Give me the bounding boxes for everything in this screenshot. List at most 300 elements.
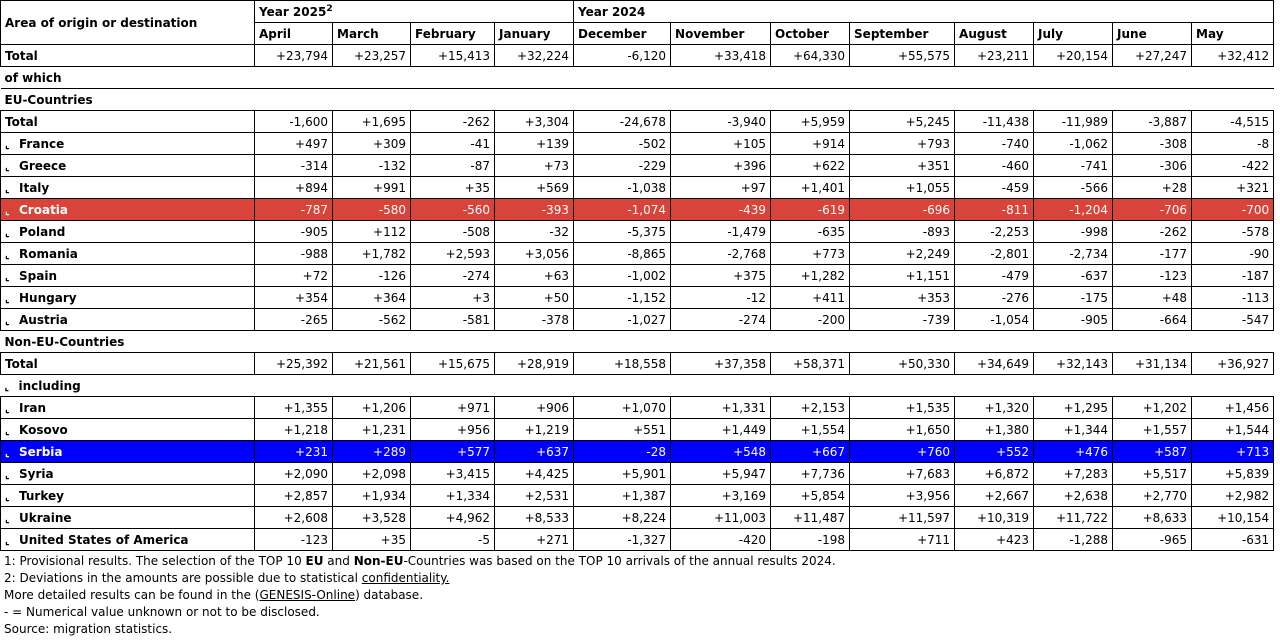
table-row — [1, 133, 1274, 155]
value-cell: -2,801 — [955, 243, 1034, 265]
value-cell: +5,245 — [850, 111, 955, 133]
value-cell: +2,531 — [495, 485, 574, 507]
year-2024-header: Year 2024 — [574, 1, 1274, 23]
value-cell: -8 — [1192, 133, 1274, 155]
value-cell: +4,962 — [411, 507, 495, 529]
value-cell: -262 — [1113, 221, 1192, 243]
table-row — [1, 463, 1274, 485]
value-cell: -1,002 — [574, 265, 671, 287]
value-cell: -6,120 — [574, 45, 671, 67]
child-arrow-icon: ⌞ — [5, 469, 10, 481]
table-row — [1, 397, 1274, 419]
value-cell: -893 — [850, 221, 955, 243]
value-cell: -706 — [1113, 199, 1192, 221]
value-cell: +11,722 — [1034, 507, 1113, 529]
child-arrow-icon: ⌞ — [5, 447, 10, 459]
value-cell: -965 — [1113, 529, 1192, 551]
value-cell: +3,528 — [333, 507, 411, 529]
row-label: ⌞ Hungary — [1, 287, 255, 309]
value-cell: +5,901 — [574, 463, 671, 485]
value-cell: +637 — [495, 441, 574, 463]
value-cell: +23,257 — [333, 45, 411, 67]
row-label: ⌞ Romania — [1, 243, 255, 265]
value-cell: +476 — [1034, 441, 1113, 463]
child-arrow-icon: ⌞ — [5, 425, 10, 437]
value-cell: +1,554 — [771, 419, 850, 441]
value-cell: -200 — [771, 309, 850, 331]
value-cell: +8,633 — [1113, 507, 1192, 529]
value-cell: +36,927 — [1192, 353, 1274, 375]
value-cell: +25,392 — [255, 353, 333, 375]
child-arrow-icon: ⌞ — [4, 381, 10, 393]
value-cell: +914 — [771, 133, 850, 155]
section-label: Non-EU-Countries — [1, 331, 1274, 353]
value-cell: +894 — [255, 177, 333, 199]
value-cell: -3,940 — [671, 111, 771, 133]
genesis-online-link[interactable]: GENESIS-Online — [259, 588, 356, 602]
value-cell: -581 — [411, 309, 495, 331]
table-row — [1, 529, 1274, 551]
value-cell: +1,206 — [333, 397, 411, 419]
value-cell: +971 — [411, 397, 495, 419]
value-cell: +31,134 — [1113, 353, 1192, 375]
value-cell: +64,330 — [771, 45, 850, 67]
row-label: ⌞ Syria — [1, 463, 255, 485]
value-cell: +1,344 — [1034, 419, 1113, 441]
child-arrow-icon: ⌞ — [5, 491, 10, 503]
value-cell: +1,231 — [333, 419, 411, 441]
value-cell: -811 — [955, 199, 1034, 221]
footnote-5: Source: migration statistics. — [4, 622, 173, 636]
value-cell: +1,218 — [255, 419, 333, 441]
value-cell: +5,947 — [671, 463, 771, 485]
month-header: September — [850, 23, 955, 45]
value-cell: +2,153 — [771, 397, 850, 419]
value-cell: +551 — [574, 419, 671, 441]
value-cell: +2,667 — [955, 485, 1034, 507]
value-cell: +11,487 — [771, 507, 850, 529]
value-cell: -562 — [333, 309, 411, 331]
value-cell: -637 — [1034, 265, 1113, 287]
value-cell: +112 — [333, 221, 411, 243]
value-cell: -2,253 — [955, 221, 1034, 243]
table-row — [1, 243, 1274, 265]
value-cell: -24,678 — [574, 111, 671, 133]
row-label: Total — [1, 111, 255, 133]
child-arrow-icon: ⌞ — [5, 249, 10, 261]
value-cell: -132 — [333, 155, 411, 177]
value-cell: +2,098 — [333, 463, 411, 485]
table-row — [1, 221, 1274, 243]
table-row — [1, 199, 1274, 221]
value-cell: -1,152 — [574, 287, 671, 309]
value-cell: -988 — [255, 243, 333, 265]
value-cell: +28 — [1113, 177, 1192, 199]
value-cell: +7,683 — [850, 463, 955, 485]
table-row — [1, 375, 1274, 397]
value-cell: +11,597 — [850, 507, 955, 529]
value-cell: +1,282 — [771, 265, 850, 287]
value-cell: +4,425 — [495, 463, 574, 485]
value-cell: +58,371 — [771, 353, 850, 375]
value-cell: +1,934 — [333, 485, 411, 507]
value-cell: -905 — [255, 221, 333, 243]
table-row — [1, 265, 1274, 287]
value-cell: +1,557 — [1113, 419, 1192, 441]
value-cell: -8,865 — [574, 243, 671, 265]
value-cell: +3,169 — [671, 485, 771, 507]
child-arrow-icon: ⌞ — [5, 271, 10, 283]
value-cell: -1,479 — [671, 221, 771, 243]
value-cell: +1,401 — [771, 177, 850, 199]
value-cell: +396 — [671, 155, 771, 177]
value-cell: -580 — [333, 199, 411, 221]
child-arrow-icon: ⌞ — [5, 403, 10, 415]
value-cell: +105 — [671, 133, 771, 155]
value-cell: -175 — [1034, 287, 1113, 309]
value-cell: +5,854 — [771, 485, 850, 507]
value-cell: +569 — [495, 177, 574, 199]
value-cell: +3,056 — [495, 243, 574, 265]
value-cell: +309 — [333, 133, 411, 155]
value-cell: +2,608 — [255, 507, 333, 529]
value-cell: -578 — [1192, 221, 1274, 243]
child-arrow-icon: ⌞ — [5, 183, 10, 195]
value-cell: +32,412 — [1192, 45, 1274, 67]
value-cell: +760 — [850, 441, 955, 463]
value-cell: +35 — [333, 529, 411, 551]
value-cell: -1,600 — [255, 111, 333, 133]
value-cell: +711 — [850, 529, 955, 551]
value-cell: +15,413 — [411, 45, 495, 67]
row-label: ⌞ Iran — [1, 397, 255, 419]
value-cell: +6,872 — [955, 463, 1034, 485]
value-cell: -1,074 — [574, 199, 671, 221]
value-cell: +2,249 — [850, 243, 955, 265]
value-cell: +2,638 — [1034, 485, 1113, 507]
value-cell: -502 — [574, 133, 671, 155]
value-cell: -1,204 — [1034, 199, 1113, 221]
value-cell: +139 — [495, 133, 574, 155]
value-cell: -459 — [955, 177, 1034, 199]
value-cell: -4,515 — [1192, 111, 1274, 133]
value-cell: +423 — [955, 529, 1034, 551]
value-cell: +1,055 — [850, 177, 955, 199]
child-arrow-icon: ⌞ — [5, 293, 10, 305]
value-cell: -700 — [1192, 199, 1274, 221]
value-cell: +50 — [495, 287, 574, 309]
table-row — [1, 45, 1274, 67]
child-arrow-icon: ⌞ — [5, 139, 10, 151]
value-cell: +2,857 — [255, 485, 333, 507]
value-cell: -566 — [1034, 177, 1113, 199]
value-cell: +577 — [411, 441, 495, 463]
value-cell: -420 — [671, 529, 771, 551]
child-arrow-icon: ⌞ — [5, 315, 10, 327]
month-header: December — [574, 23, 671, 45]
row-label: ⌞ United States of America — [1, 529, 255, 551]
value-cell: +18,558 — [574, 353, 671, 375]
value-cell: +50,330 — [850, 353, 955, 375]
year-2025-header: Year 2025$^2$ — [255, 1, 574, 23]
value-cell: -41 — [411, 133, 495, 155]
value-cell: +35 — [411, 177, 495, 199]
month-header: November — [671, 23, 771, 45]
value-cell: +2,982 — [1192, 485, 1274, 507]
value-cell: -308 — [1113, 133, 1192, 155]
confidentiality-link[interactable]: confidentiality. — [361, 571, 450, 585]
value-cell: +1,695 — [333, 111, 411, 133]
value-cell: -741 — [1034, 155, 1113, 177]
month-header: April — [255, 23, 333, 45]
value-cell: -740 — [955, 133, 1034, 155]
value-cell: -314 — [255, 155, 333, 177]
value-cell: +10,154 — [1192, 507, 1274, 529]
value-cell: -123 — [255, 529, 333, 551]
value-cell: -1,038 — [574, 177, 671, 199]
month-header: August — [955, 23, 1034, 45]
value-cell: +1,355 — [255, 397, 333, 419]
month-header: March — [333, 23, 411, 45]
table-row — [1, 507, 1274, 529]
value-cell: +11,003 — [671, 507, 771, 529]
value-cell: +48 — [1113, 287, 1192, 309]
table-row — [1, 353, 1274, 375]
value-cell: +2,593 — [411, 243, 495, 265]
value-cell: +1,151 — [850, 265, 955, 287]
row-label: ⌞ Austria — [1, 309, 255, 331]
value-cell: +7,283 — [1034, 463, 1113, 485]
table-row — [1, 177, 1274, 199]
month-header: June — [1113, 23, 1192, 45]
value-cell: +1,535 — [850, 397, 955, 419]
value-cell: +906 — [495, 397, 574, 419]
value-cell: -177 — [1113, 243, 1192, 265]
value-cell: +1,449 — [671, 419, 771, 441]
child-arrow-icon: ⌞ — [5, 205, 10, 217]
value-cell: +15,675 — [411, 353, 495, 375]
row-label: ⌞ France — [1, 133, 255, 155]
value-cell: -1,288 — [1034, 529, 1113, 551]
child-arrow-icon: ⌞ — [5, 535, 10, 547]
value-cell: +3,956 — [850, 485, 955, 507]
value-cell: -2,734 — [1034, 243, 1113, 265]
row-label: ⌞ Ukraine — [1, 507, 255, 529]
value-cell: +5,517 — [1113, 463, 1192, 485]
table-row — [1, 155, 1274, 177]
value-cell: +1,456 — [1192, 397, 1274, 419]
value-cell: -5,375 — [574, 221, 671, 243]
value-cell: +497 — [255, 133, 333, 155]
row-label: ⌞ Poland — [1, 221, 255, 243]
footnote-1: 1: Provisional results. The selection of the TOP 10 EU and Non-EU-Countries was based on the TOP 10 arrivals of the annual results 2024. — [4, 554, 836, 568]
value-cell: +1,387 — [574, 485, 671, 507]
value-cell: -439 — [671, 199, 771, 221]
value-cell: -547 — [1192, 309, 1274, 331]
value-cell: -2,768 — [671, 243, 771, 265]
month-header: May — [1192, 23, 1274, 45]
value-cell: +32,224 — [495, 45, 574, 67]
child-arrow-icon: ⌞ — [5, 227, 10, 239]
value-cell: +10,319 — [955, 507, 1034, 529]
value-cell: -1,054 — [955, 309, 1034, 331]
value-cell: -696 — [850, 199, 955, 221]
value-cell: +1,219 — [495, 419, 574, 441]
value-cell: -187 — [1192, 265, 1274, 287]
value-cell: -32 — [495, 221, 574, 243]
value-cell: +55,575 — [850, 45, 955, 67]
value-cell: -3,887 — [1113, 111, 1192, 133]
value-cell: -422 — [1192, 155, 1274, 177]
section-label: ⌞ including — [1, 375, 1274, 397]
value-cell: +32,143 — [1034, 353, 1113, 375]
value-cell: +271 — [495, 529, 574, 551]
value-cell: -619 — [771, 199, 850, 221]
value-cell: +548 — [671, 441, 771, 463]
value-cell: -1,062 — [1034, 133, 1113, 155]
value-cell: +8,224 — [574, 507, 671, 529]
row-label: ⌞ Turkey — [1, 485, 255, 507]
value-cell: -11,989 — [1034, 111, 1113, 133]
value-cell: +1,544 — [1192, 419, 1274, 441]
table-row — [1, 419, 1274, 441]
value-cell: +364 — [333, 287, 411, 309]
value-cell: +2,090 — [255, 463, 333, 485]
table-row — [1, 485, 1274, 507]
value-cell: +73 — [495, 155, 574, 177]
value-cell: +375 — [671, 265, 771, 287]
value-cell: -274 — [671, 309, 771, 331]
value-cell: -262 — [411, 111, 495, 133]
value-cell: +231 — [255, 441, 333, 463]
section-label: of which — [1, 67, 1274, 89]
value-cell: +354 — [255, 287, 333, 309]
value-cell: +289 — [333, 441, 411, 463]
row-label: ⌞ Serbia — [1, 441, 255, 463]
value-cell: +353 — [850, 287, 955, 309]
footnote-2: 2: Deviations in the amounts are possible due to statistical confidentiality. — [4, 571, 450, 585]
value-cell: +97 — [671, 177, 771, 199]
row-label: ⌞ Greece — [1, 155, 255, 177]
value-cell: -664 — [1113, 309, 1192, 331]
table-row — [1, 89, 1274, 111]
value-cell: +63 — [495, 265, 574, 287]
section-label: EU-Countries — [1, 89, 1274, 111]
value-cell: +1,380 — [955, 419, 1034, 441]
value-cell: +23,211 — [955, 45, 1034, 67]
value-cell: +21,561 — [333, 353, 411, 375]
value-cell: -113 — [1192, 287, 1274, 309]
value-cell: +321 — [1192, 177, 1274, 199]
child-arrow-icon: ⌞ — [5, 161, 10, 173]
value-cell: +37,358 — [671, 353, 771, 375]
table-row — [1, 111, 1274, 133]
month-header: February — [411, 23, 495, 45]
value-cell: -631 — [1192, 529, 1274, 551]
table-row — [1, 309, 1274, 331]
value-cell: +23,794 — [255, 45, 333, 67]
corner-header: Area of origin or destination — [1, 1, 255, 45]
value-cell: -306 — [1113, 155, 1192, 177]
value-cell: +667 — [771, 441, 850, 463]
value-cell: +1,331 — [671, 397, 771, 419]
value-cell: -378 — [495, 309, 574, 331]
value-cell: +5,839 — [1192, 463, 1274, 485]
value-cell: +28,919 — [495, 353, 574, 375]
value-cell: +1,295 — [1034, 397, 1113, 419]
value-cell: -11,438 — [955, 111, 1034, 133]
value-cell: -265 — [255, 309, 333, 331]
table-row — [1, 67, 1274, 89]
value-cell: +1,320 — [955, 397, 1034, 419]
value-cell: +2,770 — [1113, 485, 1192, 507]
value-cell: +956 — [411, 419, 495, 441]
month-header: October — [771, 23, 850, 45]
value-cell: -739 — [850, 309, 955, 331]
footnote-3: More detailed results can be found in the (GENESIS-Online) database. — [4, 588, 424, 602]
month-header: July — [1034, 23, 1113, 45]
value-cell: -479 — [955, 265, 1034, 287]
value-cell: -123 — [1113, 265, 1192, 287]
footnote-4: - = Numerical value unknown or not to be disclosed. — [4, 605, 320, 619]
table-row — [1, 331, 1274, 353]
value-cell: -229 — [574, 155, 671, 177]
value-cell: -126 — [333, 265, 411, 287]
value-cell: +27,247 — [1113, 45, 1192, 67]
value-cell: +1,650 — [850, 419, 955, 441]
table-body — [1, 45, 1274, 551]
value-cell: -276 — [955, 287, 1034, 309]
value-cell: -787 — [255, 199, 333, 221]
value-cell: +587 — [1113, 441, 1192, 463]
value-cell: -28 — [574, 441, 671, 463]
row-label: ⌞ Kosovo — [1, 419, 255, 441]
value-cell: +1,202 — [1113, 397, 1192, 419]
value-cell: -560 — [411, 199, 495, 221]
value-cell: +72 — [255, 265, 333, 287]
row-label: Total — [1, 353, 255, 375]
value-cell: +3,415 — [411, 463, 495, 485]
value-cell: -274 — [411, 265, 495, 287]
value-cell: +552 — [955, 441, 1034, 463]
value-cell: +33,418 — [671, 45, 771, 67]
value-cell: +622 — [771, 155, 850, 177]
value-cell: +3 — [411, 287, 495, 309]
value-cell: +713 — [1192, 441, 1274, 463]
value-cell: -393 — [495, 199, 574, 221]
value-cell: +351 — [850, 155, 955, 177]
value-cell: +3,304 — [495, 111, 574, 133]
value-cell: +5,959 — [771, 111, 850, 133]
row-label: ⌞ Croatia — [1, 199, 255, 221]
value-cell: -635 — [771, 221, 850, 243]
value-cell: +7,736 — [771, 463, 850, 485]
value-cell: -905 — [1034, 309, 1113, 331]
value-cell: -460 — [955, 155, 1034, 177]
value-cell: +793 — [850, 133, 955, 155]
value-cell: -998 — [1034, 221, 1113, 243]
value-cell: +1,334 — [411, 485, 495, 507]
value-cell: +991 — [333, 177, 411, 199]
value-cell: +773 — [771, 243, 850, 265]
value-cell: +1,070 — [574, 397, 671, 419]
value-cell: -87 — [411, 155, 495, 177]
value-cell: -1,327 — [574, 529, 671, 551]
footnotes — [0, 551, 1280, 640]
value-cell: +411 — [771, 287, 850, 309]
value-cell: -12 — [671, 287, 771, 309]
row-label: Total — [1, 45, 255, 67]
